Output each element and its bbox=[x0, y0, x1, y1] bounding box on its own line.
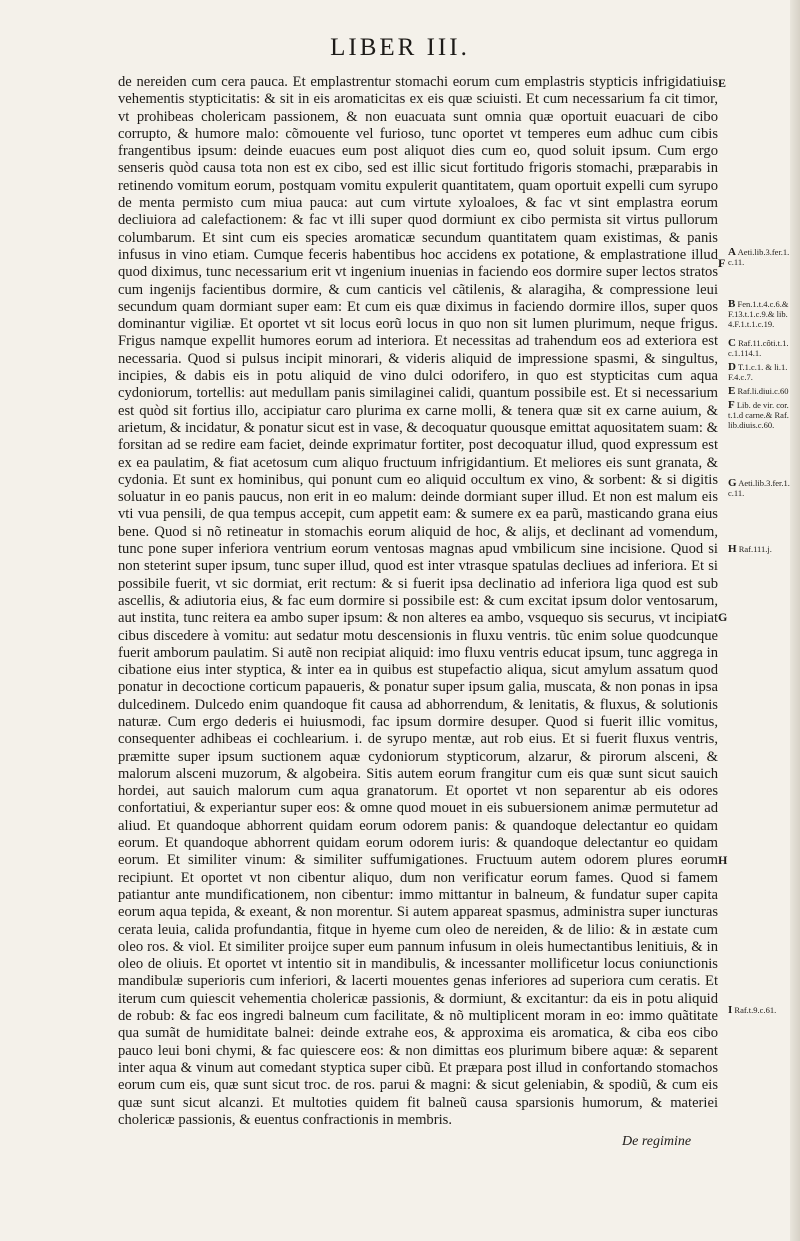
margin-text: T.1.c.1. & li.1. F.4.c.7. bbox=[728, 362, 788, 382]
margin-note-e bbox=[728, 386, 794, 396]
margin-note-i bbox=[728, 1005, 794, 1015]
section-letter-e: E bbox=[718, 76, 727, 90]
main-paragraph: de nereiden cum cera pauca. Et emplastrentur stomachi eorum cum emplastris stypticis infrigidatiuis vehementis stypticitatis: & sit in eis aromaticitas ex eis quæ sciuisti. Et cum necessarium fa cit timor, vt prohibeas cholericam passionem, & non euacuata sunt omnia quæ oportuit euacuari de cibo corrupto, & humore malo: cõmouente vel furioso, tunc oportet vt temperes eum adhuc cum cibis frangentibus ipsum: deinde euacues eum post aliquot dies cum eo, quod soluit ipsum. Cum ergo senseris quòd causa tota non est ex cibo, sed est illic sicut fortitudo frigoris stomachi, præparabis in retinendo vomitum eorum, postquam vomitu expulerit quantitatem, quam oportuit expelli cum syrupo de menta permisto cum miua pauca: aut cum virtute xyloaloes, & fac vt sint emplastra eorum decliuiora ad calefactionem: & fac vt illi super quod dormiunt ex cibo permista sit virtus pullorum columbarum. Et sint cum eis species aromaticæ secundum quantitatem quam existimas, & panis infusus in vino etiam. Cumque feceris habentibus hoc accidens ex potatione, & emplastratione illud quod diximus, tunc necessarium erit vt ingenium inuenias in faciendo eos dormire super lectos stratos cum ingenijs facientibus dormire, & cum canticis vel cãtilenis, & alaragiha, & compressione leui secundum quam dormiant super eam: Et cum eis quæ diximus in faciendo dormire illos, super quos dominantur vigiliæ. Et oportet vt sit locus eorũ locus in quo non sit lumen plurimum, neque frigus. Frigus namque expellit humores eorum ad interiora. Et necessitas ad trahendum eos ad exteriora est necessaria. Quod si pulsus incipit minorari, & videris aliquid de impressione spasmi, & singultus, incipies, & dabis eis in potu aliquid de vino dulci odorifero, in quo est stypticitas cum aqua cydoniorum, tortellis: aut medullam panis similaginei calidi, quantum possibile est. Et si necessarium est quòd sit fortius illo, accipiatur caro plurima ex carne molli, & tenera quæ sit ex carne auium, & arietum, & incidatur, & ponatur sicut est in vase, & decoquatur quousque emittat aquositatem suam: & forsitan ad se redire eam faciet, deinde exprimatur fortiter, post decoquatur illud, quod expressum est ex ea paulatim, & fiat acetosum cum aliquo fructuum infrigidantium. Et meliores eis sunt granata, & cydonia. Et sunt ex hominibus, qui ponunt cum eo aliquid occultum ex vino, & sorbent: & si digitis soluatur in eo panis paucus, non erit in eo malum: deinde dormiant super illud. Et non est malum eis vti vua pensili, de qua tempus accepit, cum appetit eam: & sumere ex ea parũ, masticando grana eius bene. Quod si nõ retineatur in stomachis eorum aliquid de hoc, & alijs, et declinant ad vomendum, tunc pone super inferiora ventrium eorum ventosas magnas apud vmbilicum sine incisione. Quod si non steterint super ipsum, tunc super illud, quod est inter vtrasque spatulas decliues ad inferiora. Et si possibile fuerit, vt sic dormiat, erit rectum: & si fuerit ipsa declinatio ad inferiora liga quod est sub ascellis, & adiutoria eius, & fac eum dormire si possibile est: & cum excitat ipsum dolor ventosarum, aut instita, tunc reitera ea ambo super ipsum: & non alteres ea ambo, vsquequo sis securus, vt incipiat cibus discedere à vomitu: aut sedatur motu descensionis in fluxu ventris. tũc enim solue quodcunque fuerit amborum paulatim. Si autẽ non recipiat aliquid: imo fluxu ventris educat ipsum, tunc aggrega in cibatione eius inter styptica, & inter ea in quibus est stupefactio aliqua, sicut amylum assatum quod ponatur in decoctione corticum papaueris, & ponatur super ipsum galia, muscata, & non ponas in ipsa dulcedinem. Dulcedo enim quandoque fit causa ad abhorrendum, & lenitatis, & fluxus, & solutionis naturæ. Cum ergo dederis ei huiusmodi, fac ipsum dormire desuper. Quod si fuerit illic vomitus, consequenter adhibeas ei cochlearium. i. de syrupo mentæ, aut rob eius. Et si fuerit fluxus ventris, præmitte super ipsum suctionem aquæ cydoniorum stypticorum, alzarur, & pirorum alsceni, & malorum alsceni muzorum, & algobeira. Sitis autem eorum frangitur cum eis quæ sunt sicut sauich hordei, aut sauich malorum cum aqua granatorum. Et oportet vt non separentur ab eis odores confortatiui, & experiantur super eos: & omne quod mouet in eis subuersionem animæ permutetur ad aliud. Et quandoque abhorrent quidam eorum odorem panis: & quandoque delectantur eo quidam eorum. Et quandoque abhorrent quidam eorum odorem iuris: & quandoque delectantur eo quidam eorum. Et similiter vinum: & similiter suffumigationes. Fructuum autem odorem plures eorum recipiunt. Et oportet vt non cibentur aliquo, dum non verificatur eorum fames. Quod si famem patiantur ante mundificationem, non cibentur: immo mittantur in balneum, & fundatur super capita eorum aqua tepida, & exeant, & non morentur. Si autem appareat spasmus, administra super iuncturas cerata leuia, calida profundantia, fitque in hyeme cum oleo de nereiden, & de lilio: & in æstate cum oleo ros. & viol. Et similiter proijce super eum pannum infusum in oleis humectantibus lenitiuis, & in oleo de oliuis. Et oportet vt intentio sit in mandibulis, & incessanter mollificetur locus coniunctionis mandibulæ superioris cum inferiori, & lacerti mouentes genas inferiores ad superiora cum ceratis. Et iterum cum quiescit vehementia cholericæ passionis, & dormiunt, & excitantur: da eis in potu aliquid de robub: & fac eos ingredi balneum cum facilitate, & nõ multiplicent moram in eo: immo quãtitate qua sumãt de humiditate balnei: deinde extrahe eos, & approxima eis aromatica, & ciba eos cibo pauco leui boni chymi, & fac quiescere eos: & non dimittas eos plurimum bibere aquæ: & separent inter aqua & vinum aut comedant styptica super cibũ. Et præpara post illud in confortando stomachos eorum cum eis, quæ sunt sicut troc. de ros. parui & magni: & sicut geleniabin, & spodiũ, & cum eis quæ sunt sicut alcanzi. Et multoties quidem fit balneũ causa sparsionis humorum, & materiei cholericæ passionis, & euentus confractionis in membris. bbox=[118, 74, 718, 1128]
margin-letter: D bbox=[728, 361, 736, 373]
margin-text: Aeti.lib.3.fer.1. c.11. bbox=[728, 478, 790, 498]
margin-text: Fen.1.t.4.c.6.& F.13.t.1.c.9.& lib. 4.F.1.t.1.c.19. bbox=[728, 299, 789, 329]
margin-text: Raf.11.côti.t.1. c.1.114.1. bbox=[728, 338, 789, 358]
section-letter-h: H bbox=[718, 853, 728, 867]
margin-letter: B bbox=[728, 298, 736, 310]
body-text bbox=[118, 74, 718, 1129]
margin-letter: E bbox=[728, 385, 736, 397]
margin-text: Raf.111.j. bbox=[738, 544, 772, 554]
margin-letter: F bbox=[728, 399, 735, 411]
margin-letter: I bbox=[728, 1004, 733, 1016]
margin-note-c bbox=[728, 338, 794, 358]
margin-note-a bbox=[728, 247, 794, 267]
margin-letter: A bbox=[728, 246, 736, 258]
margin-letter: G bbox=[728, 477, 737, 489]
margin-note-d bbox=[728, 362, 794, 382]
running-head: LIBER III. bbox=[330, 34, 470, 61]
margin-text: Raf.t.9.c.61. bbox=[734, 1005, 777, 1015]
margin-note-f bbox=[728, 400, 794, 430]
section-letter-f: F bbox=[718, 256, 726, 270]
margin-note-b bbox=[728, 299, 794, 329]
catchword: De regimine bbox=[622, 1134, 692, 1149]
margin-text: Lib. de vir. cor. t.1.d carne.& Raf. lib.diuis.c.60. bbox=[728, 400, 789, 430]
margin-letter: H bbox=[728, 543, 737, 555]
page-edge bbox=[790, 0, 800, 1241]
margin-text: Raf.li.diui.c.60 bbox=[737, 386, 789, 396]
margin-letter: C bbox=[728, 337, 736, 349]
margin-note-h bbox=[728, 544, 794, 554]
margin-note-g bbox=[728, 478, 794, 498]
section-letter-g: G bbox=[718, 610, 728, 624]
margin-text: Aeti.lib.3.fer.1. c.11. bbox=[728, 247, 790, 267]
